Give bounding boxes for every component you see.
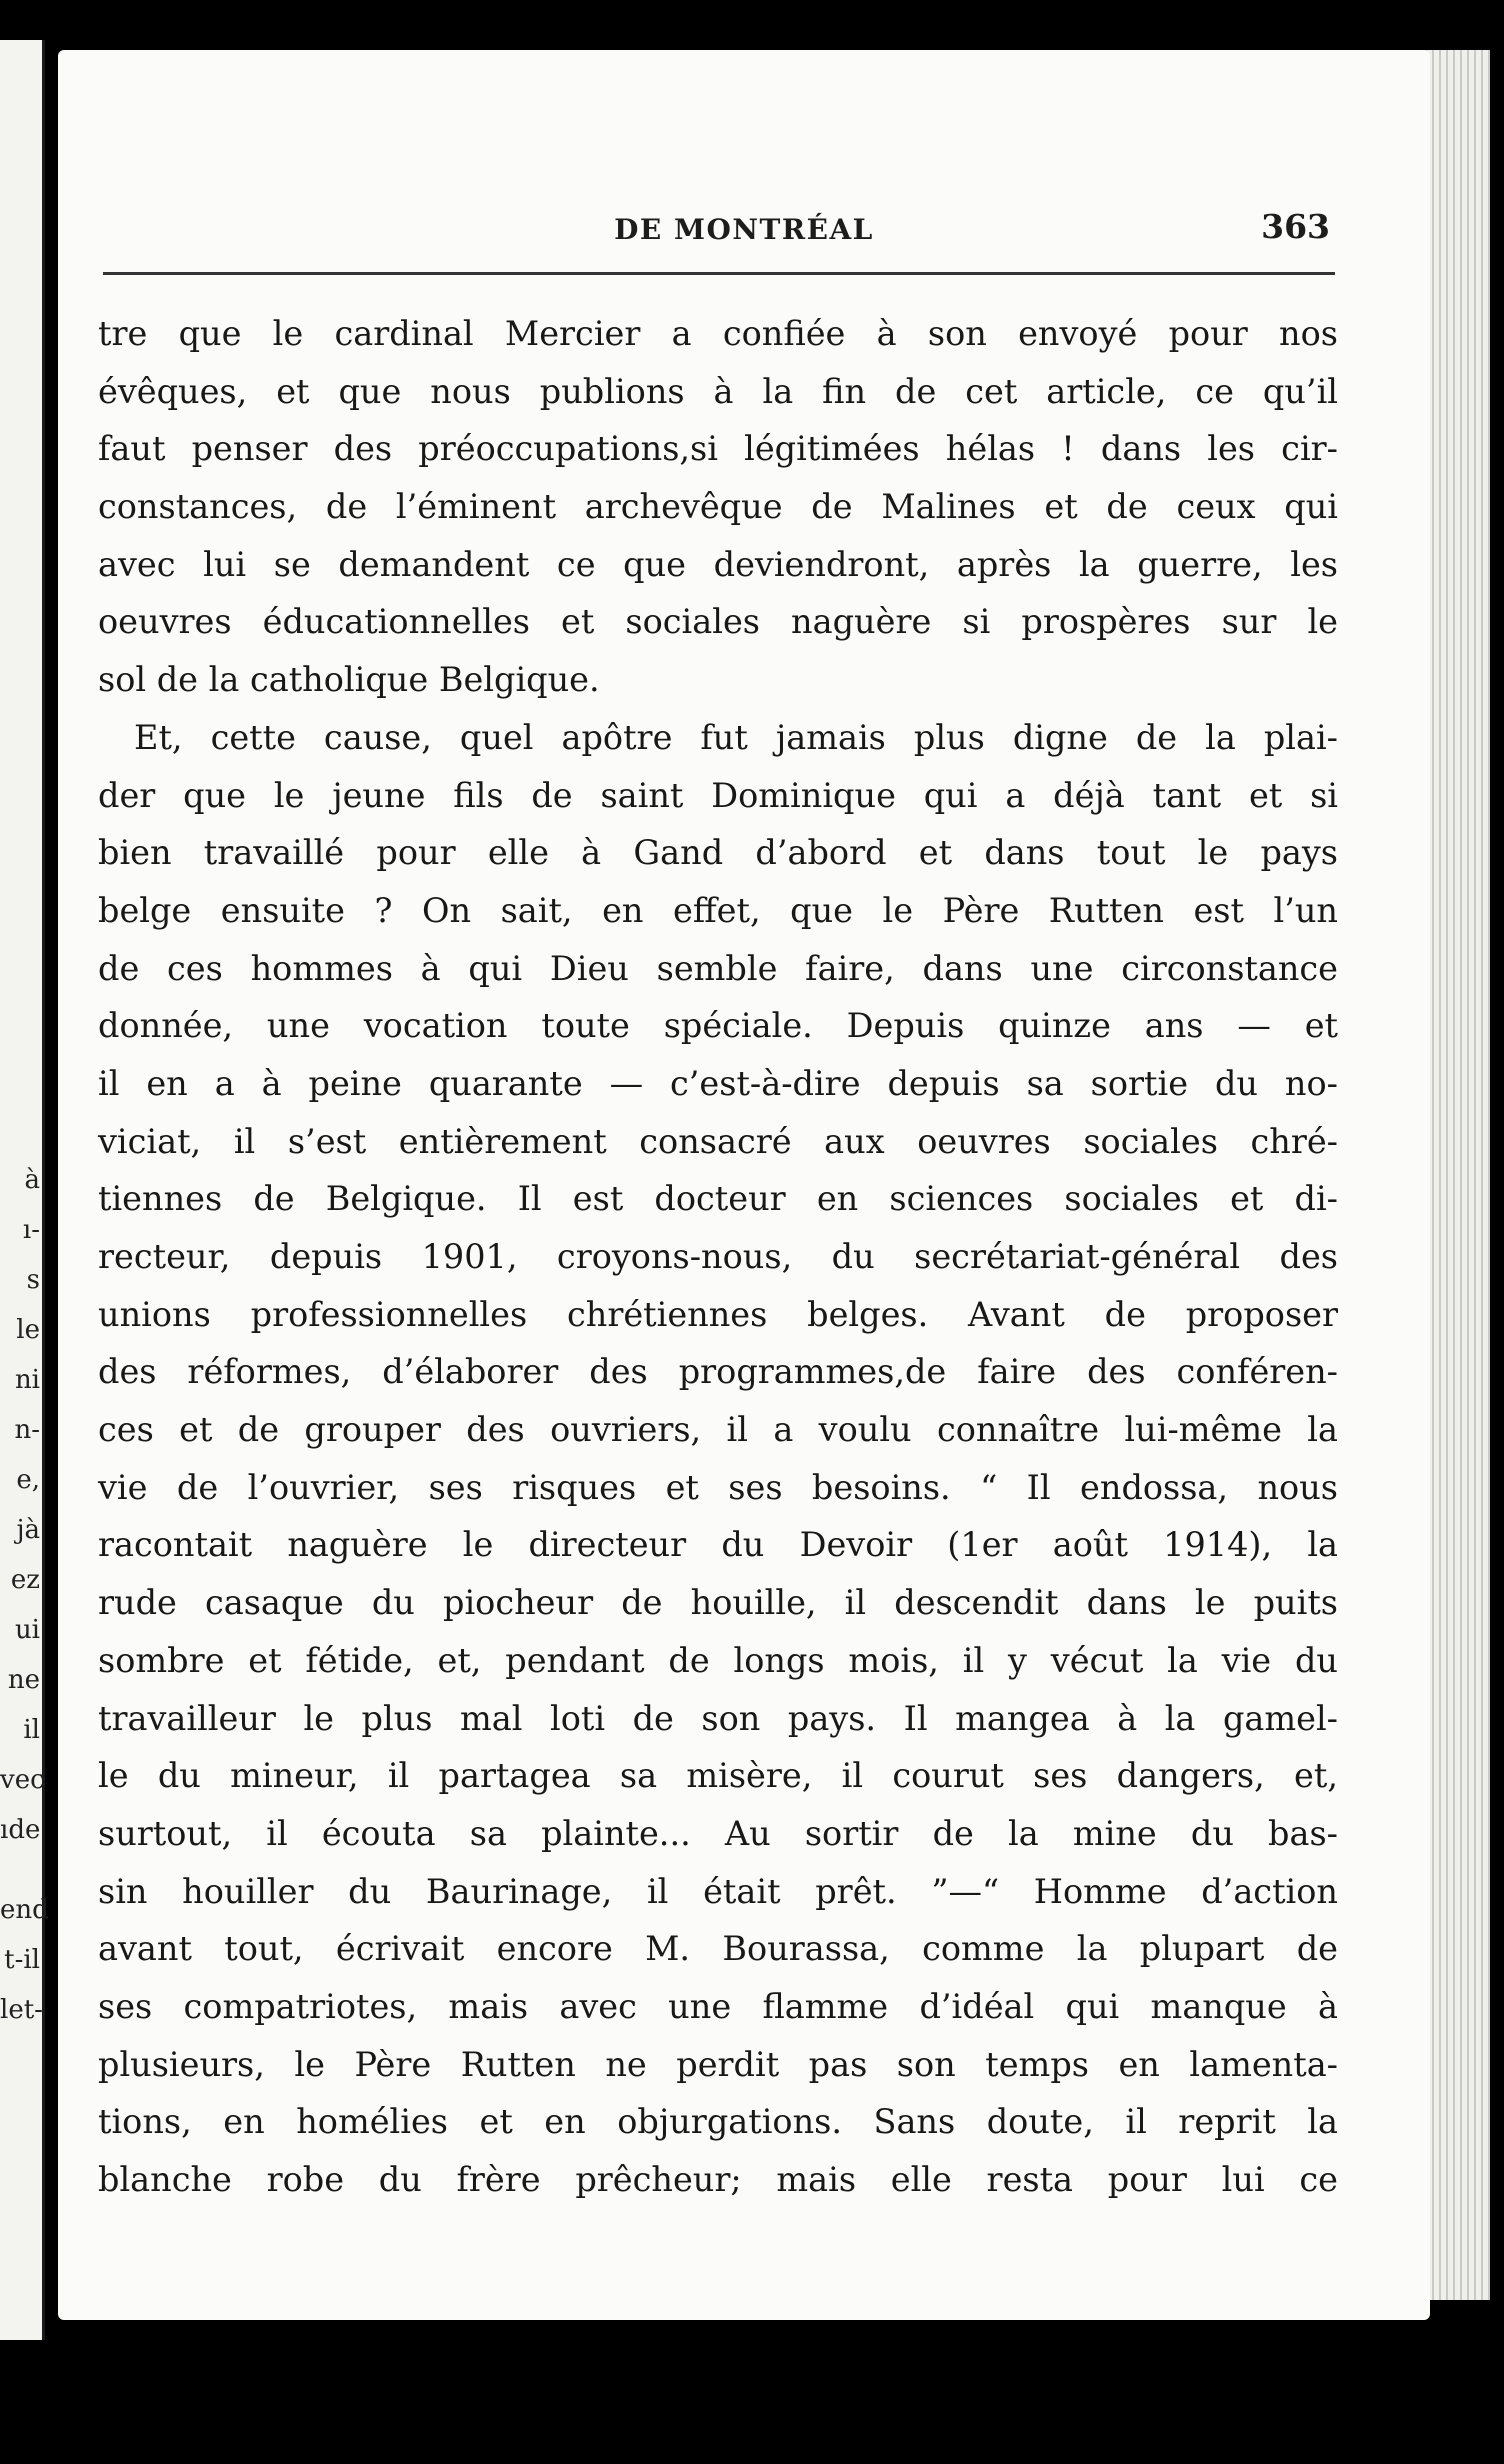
margin-fragment: let-	[0, 1995, 43, 2025]
margin-fragment: e,	[16, 1465, 40, 1495]
text-line: ces et de grouper des ouvriers, il a voulu connaître lui-même la	[98, 1410, 1338, 1450]
text-line: racontait naguère le directeur du Devoir (1er août 1914), la	[98, 1525, 1338, 1565]
text-line: de ces hommes à qui Dieu semble faire, dans une circonstance	[98, 948, 1338, 988]
text-line: sol de la catholique Belgique.	[98, 660, 600, 700]
margin-fragment: s	[26, 1265, 40, 1295]
margin-fragment: à	[24, 1165, 40, 1195]
text-line: il en a à peine quarante — c’est-à-dire depuis sa sortie du no-	[98, 1063, 1338, 1103]
margin-fragment: ni	[14, 1365, 40, 1395]
text-line: vie de l’ouvrier, ses risques et ses besoins. “ Il endossa, nous	[98, 1467, 1338, 1507]
margin-fragment: ez	[10, 1565, 40, 1595]
body-text	[98, 305, 1338, 2209]
margin-fragment: ıde	[0, 1815, 41, 1845]
page-header	[158, 205, 1330, 255]
text-line: avant tout, écrivait encore M. Bourassa, comme la plupart de	[98, 1929, 1338, 1969]
margin-fragment: ı-	[22, 1215, 40, 1245]
text-line: des réformes, d’élaborer des programmes,de faire des conféren-	[98, 1352, 1338, 1392]
text-line: oeuvres éducationnelles et sociales naguère si prospères sur le	[98, 602, 1338, 642]
margin-fragment: le	[16, 1315, 40, 1345]
text-line: travailleur le plus mal loti de son pays. Il mangea à la gamel-	[98, 1698, 1338, 1738]
text-line: bien travaillé pour elle à Gand d’abord et dans tout le pays	[98, 833, 1338, 873]
text-line: évêques, et que nous publions à la fin de cet article, ce qu’il	[98, 371, 1338, 411]
text-line: avec lui se demandent ce que deviendront, après la guerre, les	[98, 544, 1338, 584]
adjacent-page-strip	[0, 40, 49, 2340]
margin-fragment: vec	[0, 1765, 45, 1795]
text-line: viciat, il s’est entièrement consacré aux oeuvres sociales chré-	[98, 1121, 1338, 1161]
text-line: recteur, depuis 1901, croyons-nous, du secrétariat-général des	[98, 1237, 1338, 1276]
text-line: plusieurs, le Père Rutten ne perdit pas son temps en lamenta-	[98, 2044, 1338, 2084]
text-line: Et, cette cause, quel apôtre fut jamais plus digne de la plai-	[134, 717, 1338, 757]
text-line: unions professionnelles chrétiennes belges. Avant de proposer	[98, 1294, 1338, 1334]
margin-fragment: ne	[7, 1665, 40, 1695]
running-title: DE MONTRÉAL	[614, 213, 874, 246]
text-line: sombre et fétide, et, pendant de longs mois, il y vécut la vie du	[98, 1640, 1338, 1680]
text-line: blanche robe du frère prêcheur; mais elle resta pour lui ce	[98, 2160, 1338, 2199]
book-page-edges	[1420, 50, 1490, 2300]
book-page	[58, 50, 1430, 2320]
text-line: tions, en homélies et en objurgations. Sans doute, il reprit la	[98, 2102, 1338, 2142]
margin-fragment: t-il	[4, 1945, 40, 1975]
page-number: 363	[1261, 207, 1330, 246]
text-line: donnée, une vocation toute spéciale. Depuis quinze ans — et	[98, 1006, 1338, 1046]
text-line: sin houiller du Baurinage, il était prêt. ”—“ Homme d’action	[98, 1871, 1338, 1911]
margin-fragment: end	[0, 1895, 49, 1925]
text-line: der que le jeune fils de saint Dominique qui a déjà tant et si	[98, 775, 1338, 815]
text-line: tiennes de Belgique. Il est docteur en sciences sociales et di-	[98, 1179, 1338, 1219]
text-line: belge ensuite ? On sait, en effet, que le Père Rutten est l’un	[98, 890, 1338, 930]
text-line: tre que le cardinal Mercier a confiée à son envoyé pour nos	[98, 314, 1338, 353]
text-line: le du mineur, il partagea sa misère, il courut ses dangers, et,	[98, 1756, 1338, 1796]
text-line: rude casaque du piocheur de houille, il descendit dans le puits	[98, 1583, 1338, 1623]
header-rule	[103, 272, 1335, 275]
text-line: faut penser des préoccupations,si légitimées hélas ! dans les cir-	[98, 429, 1338, 469]
margin-fragment: ui	[14, 1615, 40, 1645]
margin-fragment: jà	[16, 1515, 40, 1545]
text-line: surtout, il écouta sa plainte... Au sortir de la mine du bas-	[98, 1813, 1338, 1853]
text-line: ses compatriotes, mais avec une flamme d’idéal qui manque à	[98, 1986, 1338, 2026]
text-line: constances, de l’éminent archevêque de Malines et de ceux qui	[98, 487, 1338, 527]
margin-fragment: n-	[14, 1415, 40, 1445]
margin-fragment: il	[23, 1715, 40, 1745]
